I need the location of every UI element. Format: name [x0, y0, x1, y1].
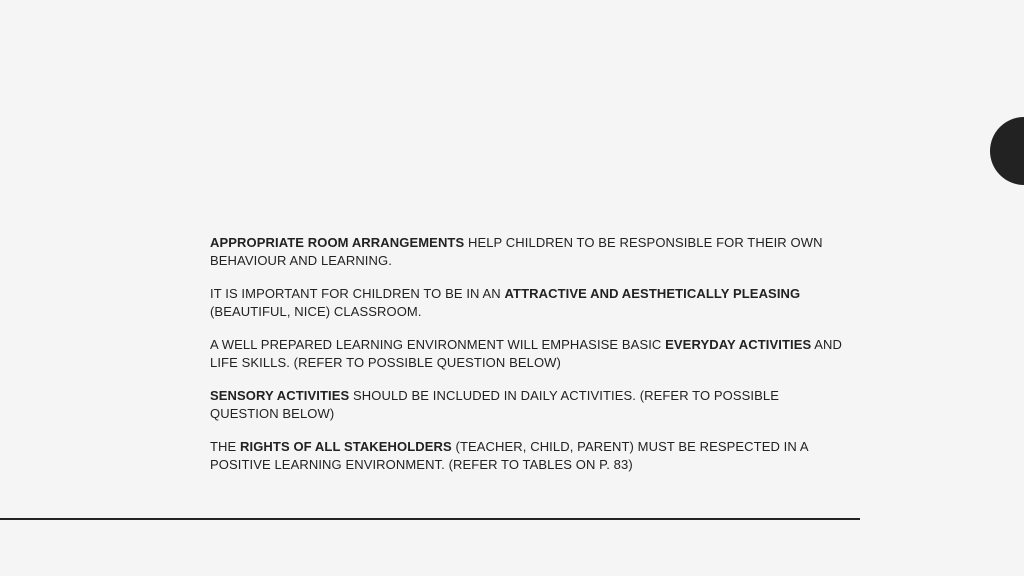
paragraph-stakeholder-rights: [210, 438, 850, 474]
bold-text: RIGHTS OF ALL STAKEHOLDERS: [240, 439, 452, 454]
decorative-circle: [990, 117, 1024, 185]
bold-text: SENSORY ACTIVITIES: [210, 388, 350, 403]
bold-text: APPROPRIATE ROOM ARRANGEMENTS: [210, 235, 465, 250]
paragraph-text: SHOULD BE INCLUDED IN DAILY ACTIVITIES. (REFER TO POSSIBLE QUESTION BELOW): [210, 388, 780, 421]
paragraph-sensory-activities: [210, 387, 850, 423]
paragraph-attractive-classroom: [210, 285, 850, 321]
paragraph-text: IT IS IMPORTANT FOR CHILDREN TO BE IN AN: [210, 286, 505, 301]
paragraph-text: (TEACHER, CHILD, PARENT) MUST BE RESPECTED IN A POSITIVE LEARNING ENVIRONMENT. (REFER TO TABLES ON P. 83): [210, 439, 808, 472]
paragraph-text: HELP CHILDREN TO BE RESPONSIBLE FOR THEIR OWN BEHAVIOUR AND LEARNING.: [210, 235, 823, 268]
bottom-divider: [0, 518, 860, 520]
paragraph-text: AND LIFE SKILLS. (REFER TO POSSIBLE QUESTION BELOW): [210, 337, 843, 370]
paragraph-text: A WELL PREPARED LEARNING ENVIRONMENT WILL EMPHASISE BASIC: [210, 337, 666, 352]
paragraph-room-arrangements: [210, 234, 850, 270]
paragraph-text: THE: [210, 439, 241, 454]
bold-text: ATTRACTIVE AND AESTHETICALLY PLEASING: [504, 286, 801, 301]
paragraph-text: (BEAUTIFUL, NICE) CLASSROOM.: [210, 304, 422, 319]
paragraph-everyday-activities: [210, 336, 850, 372]
slide-body: [210, 234, 850, 489]
bold-text: EVERYDAY ACTIVITIES: [665, 337, 812, 352]
